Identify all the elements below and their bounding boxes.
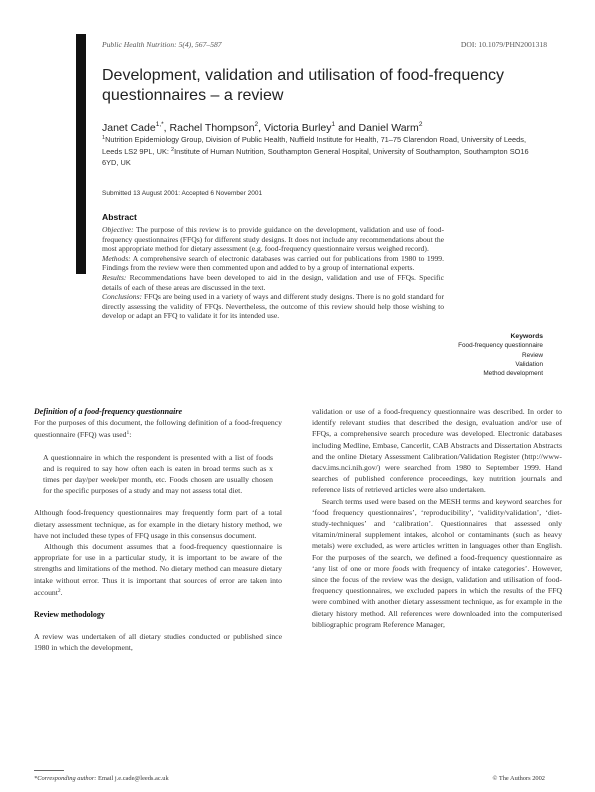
author-affiliation-marker: 2 [418, 121, 423, 128]
footnote-label: *Corresponding author: [34, 775, 97, 782]
abstract-label: Methods: [102, 253, 131, 263]
author-affiliation-marker: 2 [254, 121, 259, 128]
body-text: with frequency of intake categories’. However, since the focus of the review was the design, validation and utilisation of food-frequency questionnaires, we excluded papers in which the results of the FFQ were combined with another dietary assessment technique, as for example in the dietary history method. All references were downloaded into the computerised bibliographic program Reference Manager, [312, 563, 563, 629]
journal-header [102, 40, 547, 52]
keyword-item: Validation [515, 360, 543, 368]
abstract-label: Results: [102, 272, 127, 282]
body-text: Although this document assumes that a food-frequency questionnaire is appropriate for use in a particular study, it is important to be aware of the strengths and limitations of the method. No dietary method can measure dietary intake without error. Thus it is important that sources of error are taken into account [34, 542, 282, 597]
keyword-item: Food-frequency questionnaire [458, 342, 543, 350]
abstract-text: The purpose of this review is to provide guidance on the development, validation and use of food-frequency questionnaires (FFQs) for different study designs. It does not include any recommendations about the most appropriate method for dietary assessment (e.g. food-frequency questionnaire versus weighed record). [102, 225, 444, 254]
footnote-rule [34, 770, 64, 771]
author-affiliation-marker: 1 [331, 121, 336, 128]
author-name: Daniel Warm [358, 122, 419, 134]
body-text: . [60, 587, 63, 597]
keyword-item: Review [522, 351, 543, 359]
body-paragraph: validation or use of a food-frequency questionnaire was described. In order to identify relevant studies that described the design, evaluation and/or use of FFQs, a comprehensive search procedure was developed. Electronic databases including Medline, Embase, Cancerlit, CAB Abstracts and Dissertation Abstracts and the online Dietary Assessment Calibration/Validation Register (http://www-dacv.ims.nci.nih.gov/) were searched from 1980 to September 1999. Hand searches of published conference proceedings, key nutrition journals and reference lists of retrieved articles were also undertaken. [312, 407, 562, 495]
author-name: Victoria Burley [264, 122, 332, 134]
article-title: Development, validation and utilisation of food-frequency questionnaires – a review [102, 67, 505, 104]
reference-marker: 2 [57, 587, 61, 594]
abstract-methods [102, 254, 444, 273]
author-separator: , [163, 122, 170, 134]
copyright-notice: © The Authors 2002 [492, 775, 545, 782]
author-name: Janet Cade [102, 122, 156, 134]
abstract-body [102, 225, 444, 321]
section-heading-definition: Definition of a food-frequency questionnaire [34, 407, 182, 416]
corresponding-author-footnote [34, 775, 169, 782]
body-paragraph: A review was undertaken of all dietary studies conducted or published since 1980 in which the development, [34, 632, 282, 653]
body-text: : [129, 430, 132, 440]
abstract-heading: Abstract [102, 212, 137, 222]
keyword-item: Method development [483, 370, 543, 378]
body-text: For the purposes of this document, the following definition of a food-frequency questionnaire (FFQ) was used [34, 418, 282, 440]
emphasis-text: foods [392, 563, 410, 573]
author-separator: and [335, 122, 359, 134]
corresponding-email: Email j.e.cade@leeds.ac.uk [96, 775, 169, 782]
body-text: Search terms used were based on the MESH terms and keyword searches for ‘food frequency questionnaires’, ‘reproducibility’, ‘validity/validation’, ‘diet-study-techniques’ and ‘calibration’. Questionnaires that assessed only vitamin/mineral supplement intakes, alcohol or contaminants (such as heavy metals) were excluded, as were articles written in languages other than English. For the purposes of the search, we defined a food-frequency questionnaire as ‘any list of one or more [312, 496, 562, 573]
section-heading-methodology: Review methodology [34, 610, 105, 620]
body-column-left [34, 406, 282, 654]
affiliation-marker: 1 [102, 135, 106, 141]
keywords-heading: Keywords [510, 333, 543, 340]
abstract-text: Recommendations have been developed to aid in the design, validation and use of FFQs. Specific details of each of these areas are discussed in the text. [102, 272, 444, 292]
doi: DOI: 10.1079/PHN2001318 [460, 40, 547, 49]
body-paragraph [312, 496, 562, 630]
abstract-conclusions [102, 292, 444, 321]
abstract-text: A comprehensive search of electronic databases was carried out for publications from 1980 to 1999. Findings from the review were then commented upon and added to by a group of international experts. [102, 253, 444, 273]
body-paragraph [34, 541, 282, 598]
keywords-box [423, 332, 543, 378]
journal-reference: Public Health Nutrition: 5(4), 567–587 [102, 40, 222, 49]
body-paragraph: Although food-frequency questionnaires may frequently form part of a total dietary assessment technique, as for example in the dietary history method, we have not included these types of FFQ usage in this consensus document. [34, 508, 282, 540]
affiliations [102, 133, 547, 168]
abstract-label: Conclusions: [102, 292, 143, 302]
body-paragraph [34, 417, 282, 440]
reference-marker: 1 [126, 430, 130, 437]
abstract-text: FFQs are being used in a variety of ways and different study designs. There is no gold standard for directly assessing the validity of FFQs. Nevertheless, the outcome of this review should help those wishing to develop or adapt an FFQ to validate it for its intended use. [102, 292, 444, 321]
abstract-label: Objective: [102, 225, 134, 234]
submission-dates: Submitted 13 August 2001: Accepted 6 November 2001 [102, 190, 263, 197]
affiliation-text: Institute of Human Nutrition, Southampton General Hospital, University of Southampton, Southampton SO16 6YD, UK [102, 147, 529, 167]
abstract-results [102, 273, 444, 292]
body-column-right [312, 406, 562, 630]
author-name: Rachel Thompson [169, 122, 255, 134]
journal-side-bar [76, 34, 86, 274]
author-separator: , [258, 122, 265, 134]
affiliation-text: Nutrition Epidemiology Group, Division of Public Health, Nuffield Institute for Health, 71–75 Clarendon Road, University of Leeds, Leeds LS2 9PL, UK: [102, 135, 527, 157]
definition-quote: A questionnaire in which the respondent is presented with a list of foods and is required to say how often each is eaten in broad terms such as x times per day/per week/per month, etc. Foods chosen are usually chosen for the specific purposes of a study and may not assess total diet. [43, 452, 273, 496]
abstract-objective [102, 225, 444, 254]
affiliation-marker: 2 [171, 147, 175, 154]
author-affiliation-marker: 1,* [155, 121, 164, 128]
